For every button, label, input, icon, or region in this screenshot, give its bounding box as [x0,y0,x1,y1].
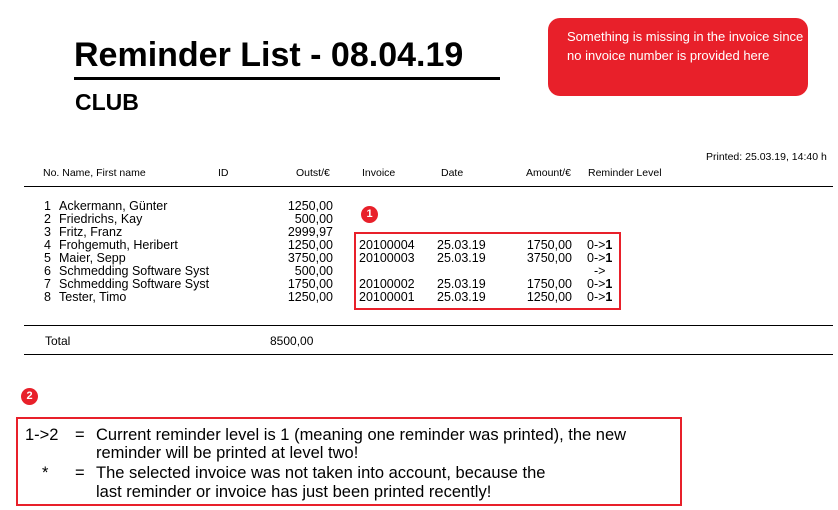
legend-text-1b: reminder will be printed at level two! [96,444,359,462]
title-underline [74,77,500,80]
header-amount: Amount/€ [526,167,571,179]
row-4-outst: 1250,00 [287,238,333,252]
page-title: Reminder List - 08.04.19 [74,36,464,74]
level-to: 1 [605,238,613,252]
row-4-no: 4 [44,238,51,252]
legend-eq-1: = [75,426,85,444]
row-4-name: Frohgemuth, Heribert [59,238,178,252]
printed-timestamp: Printed: 25.03.19, 14:40 h [706,151,827,163]
header-divider [24,186,833,187]
column-no [44,200,54,304]
legend-text-1a: Current reminder level is 1 (meaning one reminder was printed), the new [96,426,627,444]
row-8-date: 25.03.19 [437,290,486,304]
row-5-name: Maier, Sepp [59,251,126,265]
row-7-no: 7 [44,277,51,291]
row-3-outst: 2999,97 [287,225,333,239]
header-date: Date [441,167,464,179]
row-4-invoice: 20100004 [359,238,415,252]
row-3-no: 3 [44,225,51,239]
page-subtitle: CLUB [75,89,139,115]
row-7-name: Schmedding Software Syst [59,277,210,291]
row-4-date: 25.03.19 [437,238,486,252]
column-outst [262,200,333,304]
row-2-amount [500,213,572,226]
row-7-date: 25.03.19 [437,277,486,291]
row-2-name: Friedrichs, Kay [59,212,143,226]
level-to: 1 [605,277,613,291]
level-to: 1 [605,251,613,265]
row-5-no: 5 [44,251,51,265]
header-invoice: Invoice [362,167,396,179]
header-id: ID [218,167,229,179]
row-3-name: Fritz, Franz [59,225,123,239]
row-1-amount [500,200,572,213]
row-1-outst: 1250,00 [287,199,333,213]
row-2-no: 2 [44,212,51,226]
header-outst: Outst/€ [296,167,330,179]
row-8-invoice: 20100001 [359,290,415,304]
annotation-callout: Something is missing in the invoice since no invoice number is provided here [548,18,808,96]
legend-box [16,417,682,506]
level-from: 0-> [587,290,606,304]
row-6-name: Schmedding Software Syst [59,264,210,278]
row-6-outst: 500,00 [294,264,333,278]
header-no-name: No. Name, First name [43,167,146,179]
row-6-no: 6 [44,264,51,278]
level-from: 0-> [587,251,606,265]
column-name [59,200,209,304]
row-5-amount: 3750,00 [526,251,572,265]
row-1-no: 1 [44,199,51,213]
legend-text-2a: The selected invoice was not taken into account, because the [96,464,546,482]
row-5-outst: 3750,00 [287,251,333,265]
row-8-outst: 1250,00 [287,290,333,304]
row-2-level [587,213,612,226]
row-7-invoice: 20100002 [359,277,415,291]
legend-text-2b: last reminder or invoice has just been printed recently! [96,483,492,501]
level-from: -> [594,264,606,278]
row-8-amount: 1250,00 [526,290,572,304]
row-8-no: 8 [44,290,51,304]
legend-key-2: * [42,464,49,482]
row-7-amount: 1750,00 [526,277,572,291]
row-1-level [587,200,612,213]
level-to: 1 [605,290,613,304]
row-2-date [437,213,486,226]
row-2-outst: 500,00 [294,212,333,226]
total-divider-bottom [24,354,833,355]
row-4-amount: 1750,00 [526,238,572,252]
row-7-outst: 1750,00 [287,277,333,291]
row-5-date: 25.03.19 [437,251,486,265]
marker-1: 1 [361,206,378,223]
level-from: 0-> [587,238,606,252]
highlight-box-invoices [354,232,621,310]
row-5-invoice: 20100003 [359,251,415,265]
row-1-date [437,200,486,213]
total-divider-top [24,325,833,326]
legend-key-1: 1->2 [25,426,59,444]
legend-eq-2: = [75,464,85,482]
row-1-name: Ackermann, Günter [59,199,168,213]
header-reminder-level: Reminder Level [588,167,662,179]
marker-2: 2 [21,388,38,405]
total-value: 8500,00 [270,334,314,348]
row-8-name: Tester, Timo [59,290,127,304]
total-label: Total [45,334,71,348]
level-from: 0-> [587,277,606,291]
